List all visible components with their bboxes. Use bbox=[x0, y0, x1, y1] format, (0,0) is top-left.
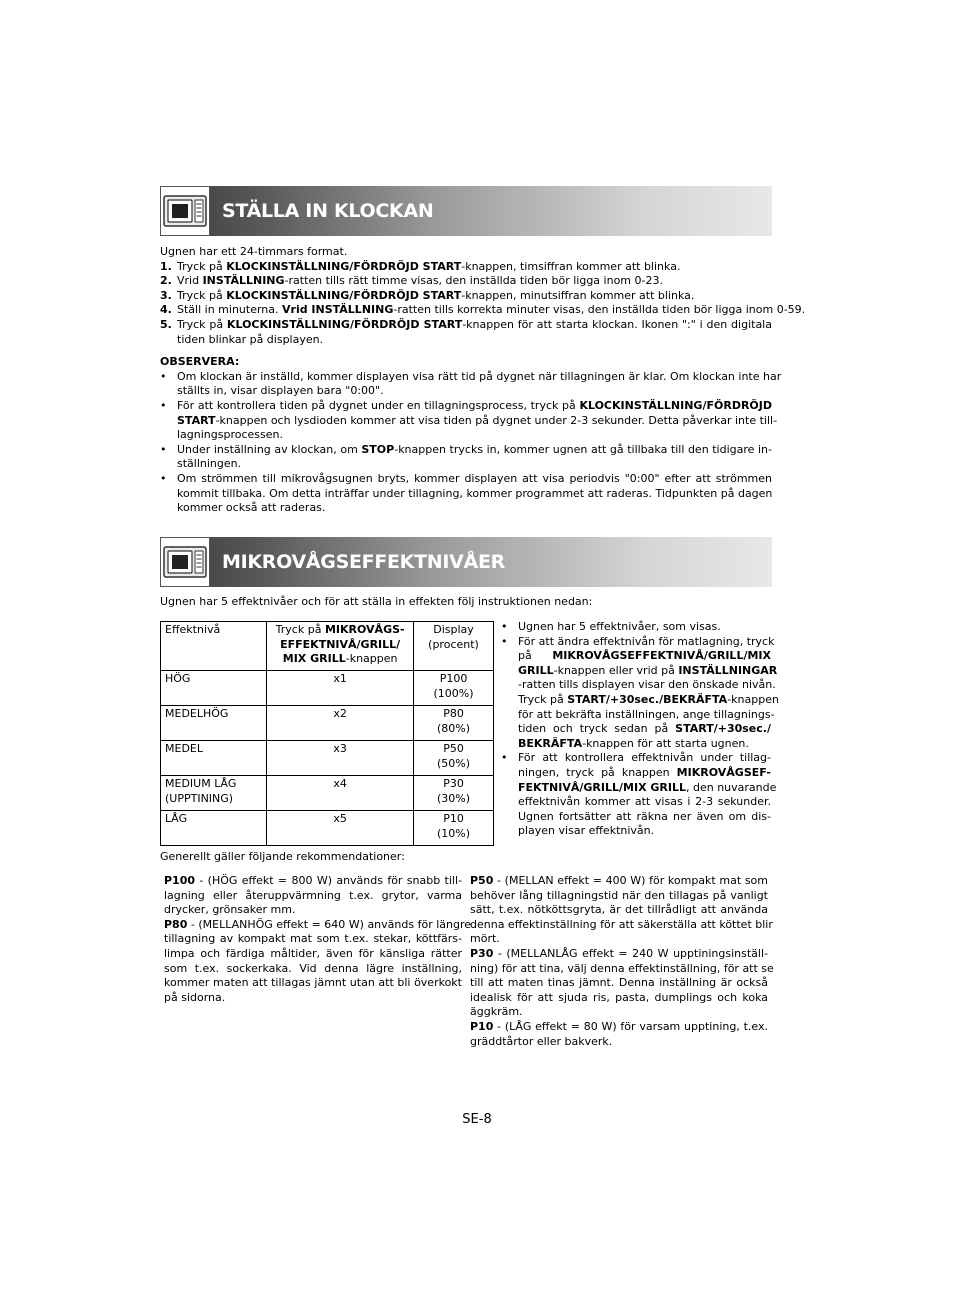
recommendation-right-column bbox=[470, 874, 774, 1049]
side-bullet-cont: playen visar effektnivån. bbox=[518, 824, 655, 838]
press-count-cell: x3 bbox=[267, 741, 414, 776]
section-title: MIKROVÅGSEFFEKTNIVÅER bbox=[222, 551, 505, 573]
table-row bbox=[161, 671, 494, 706]
display-cell: P100 (100%) bbox=[414, 671, 494, 706]
table-row bbox=[161, 706, 494, 741]
rec-line: sätt, t.ex. nötköttsgryta, är det tillrådligt att använda bbox=[470, 903, 768, 917]
display-cell: P30 (30%) bbox=[414, 776, 494, 811]
display-cell: P50 (50%) bbox=[414, 741, 494, 776]
rec-line: som t.ex. sockerkaka. Vid denna lägre inställning, bbox=[164, 961, 462, 975]
step-item: 2. Vrid INSTÄLLNING-ratten tills rätt timme visas, den inställda tiden bör ligga inom 0-23. bbox=[160, 274, 663, 288]
power-side-notes bbox=[501, 620, 779, 839]
microwave-icon bbox=[160, 186, 210, 236]
step-item: 4. Ställ in minuterna. Vrid INSTÄLLNING-ratten tills korrekta minuter visas, den inställda tiden bör ligga inom 0-59. bbox=[160, 303, 806, 317]
rec-line: idealisk för att sjuda ris, pasta, dumplings och koka bbox=[470, 990, 768, 1004]
intro-text: Ugnen har ett 24-timmars format. bbox=[160, 245, 348, 258]
recommendation-left-column bbox=[164, 874, 472, 1005]
rec-line: limpa och färdiga måltider, även för känsliga rätter bbox=[164, 946, 462, 960]
note-item-cont: START-knappen och lysdioden kommer att visa tiden på dygnet under 2-3 sekunder. Detta påverkar inte till- bbox=[177, 413, 778, 427]
rec-line: P30 - (MELLANLÅG effekt = 240 W upptiningsinställ- bbox=[470, 946, 768, 960]
rec-line: gräddtårtor eller bakverk. bbox=[470, 1034, 613, 1048]
table-header-row bbox=[161, 622, 494, 671]
side-bullet: • Ugnen har 5 effektnivåer, som visas. bbox=[501, 620, 721, 633]
note-item-cont: lagningsprocessen. bbox=[177, 428, 283, 442]
level-cell: MEDELHÖG bbox=[161, 706, 267, 741]
side-bullet-cont: FEKTNIVÅ/GRILL/MIX GRILL, den nuvarande bbox=[518, 780, 777, 794]
note-item: • Om klockan är inställd, kommer displayen visa rätt tid på dygnet när tillagningen är klar. Om klockan inte har bbox=[160, 369, 782, 383]
note-item: • Om strömmen till mikrovågsugnen bryts, kommer displayen att visa periodvis "0:00" efter att strömmen bbox=[160, 471, 772, 485]
rec-line: lagning eller återuppvärmning t.ex. grytor, varma bbox=[164, 888, 462, 902]
press-count-cell: x1 bbox=[267, 671, 414, 706]
note-item-cont: kommit tillbaka. Om detta inträffar under tillagning, kommer programmet att raderas. Tidpunkten på dagen bbox=[177, 486, 773, 500]
observe-heading: OBSERVERA: bbox=[160, 355, 240, 369]
side-bullet-cont: effektnivån kommer att visas i 2-3 sekunder. bbox=[518, 795, 771, 809]
display-cell: P80 (80%) bbox=[414, 706, 494, 741]
rec-line: denna effektinställning för att säkerställa att köttet blir bbox=[470, 917, 773, 931]
general-recommendations: Generellt gäller följande rekommendationer: bbox=[160, 850, 405, 863]
side-bullet-cont: -ratten tills displayen visar den önskade nivån. bbox=[518, 678, 776, 692]
rec-line: P100 - (HÖG effekt = 800 W) används för snabb till- bbox=[164, 874, 462, 887]
note-item: • För att kontrollera tiden på dygnet under en tillagningsprocess, tryck på KLOCKINSTÄLLNING/FÖRDRÖJD bbox=[160, 398, 772, 412]
rec-line: tillagning av kompakt mat som t.ex. stekar, köttfärs- bbox=[164, 932, 462, 946]
page-number: SE-8 bbox=[462, 1112, 492, 1127]
side-bullet: • För att kontrollera effektnivån under tillag- bbox=[501, 751, 771, 765]
level-cell: LÅG bbox=[161, 811, 267, 846]
table-row bbox=[161, 741, 494, 776]
power-level-table bbox=[160, 621, 494, 846]
step-item: 5. Tryck på KLOCKINSTÄLLNING/FÖRDRÖJD START-knappen för att starta klockan. Ikonen ":" i den digitala bbox=[160, 317, 772, 331]
level-cell: MEDEL bbox=[161, 741, 267, 776]
side-bullet-cont: GRILL-knappen eller vrid på INSTÄLLNINGAR bbox=[518, 663, 778, 677]
section-header-power bbox=[160, 537, 772, 587]
rec-line: ning) för att tina, välj denna effektinställning, för att se bbox=[470, 961, 774, 975]
press-count-cell: x4 bbox=[267, 776, 414, 811]
note-item-cont: kommer också att raderas. bbox=[177, 501, 326, 515]
rec-line: P50 - (MELLAN effekt = 400 W) för kompakt mat som bbox=[470, 874, 768, 887]
table-row bbox=[161, 811, 494, 846]
rec-line: mört. bbox=[470, 932, 500, 946]
step-list bbox=[160, 259, 806, 318]
rec-line: kommer maten att tillagas jämnt utan att bli överkokt bbox=[164, 976, 462, 990]
note-item: • Under inställning av klockan, om STOP-knappen trycks in, kommer ugnen att gå tillbaka till den tidigare in- bbox=[160, 442, 772, 456]
rec-line: till att maten tinas jämnt. Denna inställning är också bbox=[470, 976, 768, 990]
press-count-cell: x2 bbox=[267, 706, 414, 741]
rec-line: drycker, grönsaker mm. bbox=[164, 903, 296, 917]
level-cell: HÖG bbox=[161, 671, 267, 706]
header-cell: Effektnivå bbox=[161, 622, 267, 671]
side-bullet-cont: på MIKROVÅGSEFFEKTNIVÅ/GRILL/MIX bbox=[518, 649, 771, 663]
step-item: 3. Tryck på KLOCKINSTÄLLNING/FÖRDRÖJD START-knappen, minutsiffran kommer att blinka. bbox=[160, 288, 695, 302]
section-title: STÄLLA IN KLOCKAN bbox=[222, 200, 434, 222]
note-item-cont: ställningen. bbox=[177, 457, 242, 471]
step-item-cont: tiden blinkar på displayen. bbox=[177, 332, 324, 346]
level-cell: MEDIUM LÅG (UPPTINING) bbox=[161, 776, 267, 811]
side-bullet-cont: för att bekräfta inställningen, ange tillagnings- bbox=[518, 707, 775, 721]
side-bullet-cont: Tryck på START/+30sec./BEKRÄFTA-knappen bbox=[518, 692, 779, 706]
microwave-icon bbox=[160, 537, 210, 587]
step-item: 1. Tryck på KLOCKINSTÄLLNING/FÖRDRÖJD START-knappen, timsiffran kommer att blinka. bbox=[160, 259, 681, 273]
rec-line: P10 - (LÅG effekt = 80 W) för varsam upptining, t.ex. bbox=[470, 1019, 768, 1033]
side-bullet-cont: Ugnen fortsätter att räkna ner även om dis- bbox=[518, 809, 771, 823]
side-bullet-cont: BEKRÄFTA-knappen för att starta ugnen. bbox=[518, 736, 749, 750]
rec-line: behöver lång tillagningstid när den tillagas på vanligt bbox=[470, 888, 768, 902]
rec-line: äggkräm. bbox=[470, 1005, 523, 1019]
header-cell: Display (procent) bbox=[414, 622, 494, 671]
side-bullet: • För att ändra effektnivån för matlagning, tryck bbox=[501, 634, 775, 648]
section-header-clock bbox=[160, 186, 772, 236]
rec-line: på sidorna. bbox=[164, 990, 226, 1004]
press-count-cell: x5 bbox=[267, 811, 414, 846]
header-cell: Tryck på MIKROVÅGS- EFFEKTNIVÅ/GRILL/ MIX GRILL-knappen bbox=[267, 622, 414, 671]
table-row bbox=[161, 776, 494, 811]
display-cell: P10 (10%) bbox=[414, 811, 494, 846]
side-bullet-cont: tiden och tryck sedan på START/+30sec./ bbox=[518, 722, 771, 736]
note-item-cont: ställts in, visar displayen bara "0:00". bbox=[177, 384, 384, 398]
clock-instructions bbox=[160, 245, 806, 516]
side-bullet-cont: ningen, tryck på knappen MIKROVÅGSEF- bbox=[518, 765, 771, 779]
power-intro: Ugnen har 5 effektnivåer och för att ställa in effekten följ instruktionen nedan: bbox=[160, 595, 593, 608]
rec-line: P80 - (MELLANHÖG effekt = 640 W) används för längre bbox=[164, 917, 472, 931]
